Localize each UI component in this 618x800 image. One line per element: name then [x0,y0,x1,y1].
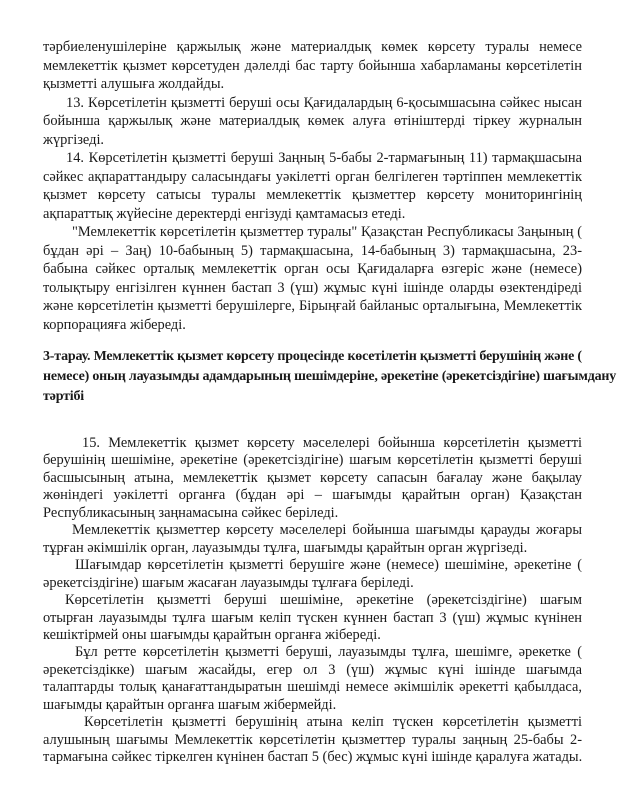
paragraph-line: жүргізеді. [43,131,105,148]
paragraph-line: ақпараттық жүйесіне деректерді енгізуді қамтамасыз етеді. [43,205,406,222]
paragraph-line: мемлекеттік қызмет көрсетуден дәлелді бас тарту бойынша хабарламаны көрсетілетін [43,57,582,74]
paragraph-line: Шағымдар көрсетілетін қызметті берушіге және (немесе) шешіміне, әрекетіне ( [75,557,582,574]
paragraph-line: шағымды қарайтын органға шағым жібермейді. [43,696,337,713]
chapter-heading-line: немесе) оның лауазымды адамдарының шешімдеріне, әрекетіне (әрекетсіздігіне) шағымдану [43,369,617,384]
chapter-heading-line: тәртібі [43,389,84,404]
paragraph-line: тәрбиеленушілеріне қаржылық және материалдық көмек көрсету туралы немесе [43,39,582,55]
paragraph-line: әрекетсіздігіне) шағым жасаған лауазымды тұлғаға беріледі. [43,574,414,591]
paragraph-line: корпорацияға жібереді. [43,316,186,333]
paragraph-line: 15. Мемлекеттік қызмет көрсету мәселелері бойынша көрсетілетін қызметті [82,435,582,451]
paragraph-line: берушінің шешіміне, әрекетіне (әрекетсіздігіне) шағым көрсетілетін қызметті беруші [43,452,582,469]
paragraph-line: Көрсетілетін қызметті берушінің атына келіп түскен көрсетілетін қызметті [84,714,582,731]
paragraph-line: жөніндегі уәкілетті органға (бұдан әрі – шағымды қарайтын орган) Қазақстан [43,487,582,504]
chapter-heading-line: 3-тарау. Мемлекеттік қызмет көрсету процесінде көсетілетін қызметті берушінің және ( [43,349,582,364]
paragraph-line: басшысының атына, мемлекеттік қызмет көрсету сапасын бағалау және бақылау [43,469,582,486]
paragraph-line: Мемлекеттік қызметтер көрсету мәселелері бойынша шағымды қарауды жоғары [72,522,582,539]
paragraph-line: бойынша қаржылық және материалдық көмек алуға өтініштерді тіркеу журналын [43,113,582,129]
paragraph-line: талаптарды толық қанағаттандыратын шешімді немесе әкімшілік әрекетті қабылдаса, [43,679,582,696]
paragraph-line: тармағына сәйкес тіркелген күнінен бастап 5 (бес) жұмыс күні ішінде қаралуға жатады. [43,749,583,766]
paragraph-line: қызмет көрсету сатысы туралы мемлекеттік қызметтер көрсету мониторингінің [43,187,582,203]
paragraph-line: Бұл ретте көрсетілетін қызметті беруші, лауазымды тұлға, шешімге, әрекетке ( [75,644,582,661]
paragraph-line: Республикасының заңнамасына сәйкес беріледі. [43,504,339,521]
paragraph-line: 14. Көрсетілетін қызметті беруші Заңның 5-бабы 2-тармағының 11) тармақшасына [66,150,582,166]
paragraph-line: және көрсетілетін қызметті берушілерге, Бірыңғай байланыс орталығына, Мемлекеттік [43,298,582,314]
paragraph-line: "Мемлекеттік көрсетілетін қызметтер туралы" Қазақстан Республикасы Заңының ( [72,224,582,240]
paragraph-line: кешіктірмей оны шағымды қарайтын органға жібереді. [43,626,381,643]
paragraph-line: сәйкес ақпараттандыру саласындағы уәкілетті орган белгілеген тәртіппен мемлекеттік [43,168,582,185]
paragraph-line: 13. Көрсетілетін қызметті беруші осы Қағидалардың 6-қосымшасына сәйкес нысан [66,94,582,111]
paragraph-line: толықтыру енгізілген күннен бастап 3 (үш) жұмыс күні ішінде оларды өзектендіреді [43,279,582,296]
paragraph-line: қызметті алушыға жолдайды. [43,76,225,92]
paragraph-line: тұрған әкімшілік орган, лауазымды тұлға, шағымды қарайтын орган жүргізеді. [43,539,528,556]
paragraph-line: Көрсетілетін қызметті беруші шешіміне, әрекетіне (әрекетсіздігіне) шағым [65,592,582,609]
paragraph-line: әрекетсіздікке) шағым жасайды, егер ол 3 (үш) жұмыс күні ішінде шағымда [43,661,582,678]
paragraph-line: алушының шағымы Мемлекеттік көрсетілетін қызметтер туралы заңның 25-бабы 2- [43,731,582,748]
paragraph-line: бұдан әрі – Заң) 10-бабының 5) тармақшасына, 14-бабының 3) тармақшасына, 23- [43,242,582,259]
paragraph-line: бабына сәйкес орталық мемлекеттік орган осы Қағидаларға өзгеріс және (немесе) [43,261,582,277]
paragraph-line: отырған лауазымды тұлға шағым келіп түскен күннен бастап 3 (үш) жұмыс күнінен [43,609,582,626]
